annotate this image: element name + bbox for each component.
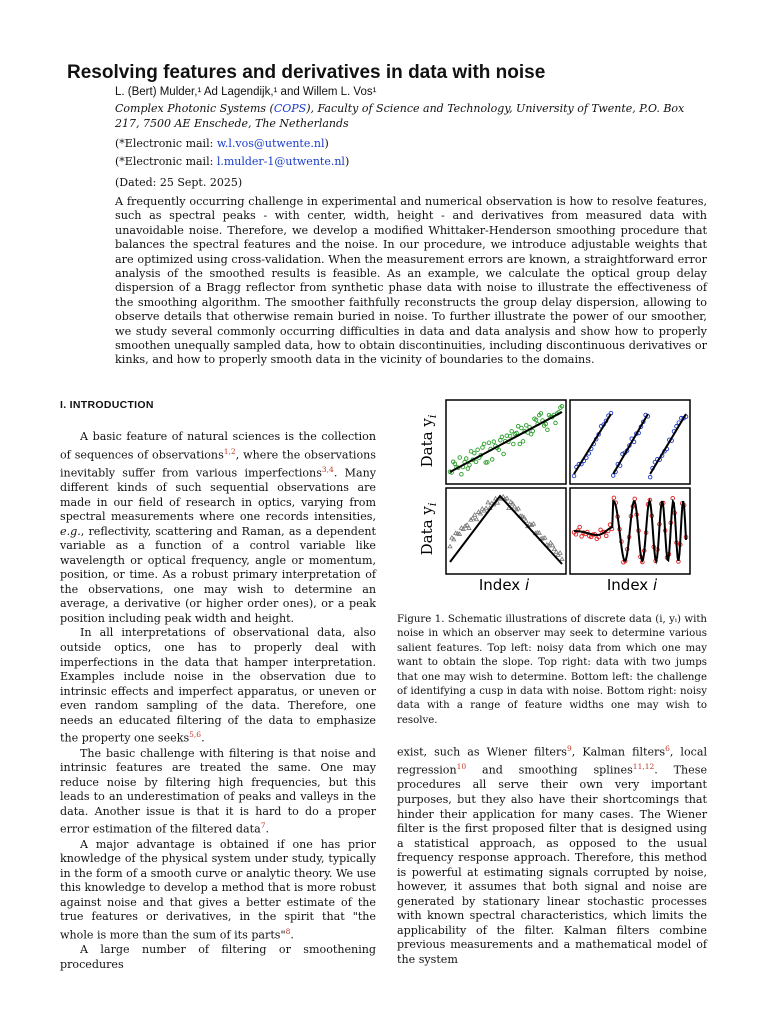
abstract: A frequently occurring challenge in experimental and numerical observation is how to resolve features, such as spectral peaks - with center, width, height - and derivatives from measured data with unavoidable noise. Therefore, we develop a modified Whittaker-Henderson smoothing procedure that balances the spectral features and the noise. In our procedure, we introduce adjustable weights that are optimized using cross-validation. When the measurement errors are known, a straightforward error analysis of the smoothed results is feasible. As an example, we calculate the optical group delay dispersion of a Bragg reflector from synthetic phase data with noise to illustrate the effectiveness of the smoothing algorithm. The smoother faithfully reconstructs the group delay dispersion, allowing to observe details that otherwise remain buried in noise. To further illustrate the power of our smoother, we study several commonly occurring difficulties in data and data analysis and show how to properly smoothen unequally sampled data, how to obtain discontinuities, including discontinuous derivatives or kinks, and how to properly smooth data in the vicinity of boundaries to the domains. bbox=[115, 195, 707, 367]
data-point bbox=[468, 463, 472, 467]
paragraph-1: A basic feature of natural sciences is the collection of sequences of observations$^{1,2}$, where the observations inevitably suffer from various imperfections$^{3,4}$. Many different kinds of such sequential observations are made in our field of research in optics, varying from spectral measurements where one records intensities, e.g., reflectivity, scattering and Raman, as a dependent variable as a function of a control variable like wavelength or optical frequency, angle or momentum, position, or time. As a robust primary interpretation of the observations, one may wish to determine an average, a derivative (or higher order ones), or a peak position including peak width and height. bbox=[60, 430, 376, 625]
data-point bbox=[458, 456, 462, 460]
fit-line bbox=[450, 412, 562, 472]
data-point bbox=[572, 474, 576, 478]
data-point bbox=[486, 500, 490, 504]
data-point bbox=[492, 440, 496, 444]
data-point bbox=[482, 442, 486, 446]
left-column-text bbox=[60, 430, 376, 972]
data-point bbox=[490, 458, 494, 462]
data-point bbox=[448, 544, 452, 548]
data-point bbox=[611, 474, 615, 478]
email-link-mulder[interactable]: l.mulder-1@utwente.nl bbox=[216, 155, 345, 168]
data-point bbox=[520, 426, 524, 430]
citation-ref[interactable]: 9 bbox=[566, 744, 572, 753]
email-link-vos[interactable]: w.l.vos@utwente.nl bbox=[216, 137, 325, 150]
data-point bbox=[580, 535, 584, 539]
data-point bbox=[502, 452, 506, 456]
x-axis-label-right: Index i bbox=[606, 576, 658, 594]
paragraph-2: In all interpretations of observational data, also outside optics, one has to properly deal with imperfections in the data that hamper interpretation. Examples include noise in the observation due to intrinsic effects and imperfect apparatus, or uneven or even random sampling of the data. Therefore, one needs an educated filtering of the data to emphasize the property one seeks$^{5,6}$. bbox=[60, 626, 376, 745]
fit-line bbox=[574, 501, 686, 561]
data-point bbox=[466, 467, 470, 471]
data-point bbox=[546, 428, 550, 432]
data-point bbox=[554, 421, 558, 425]
data-point bbox=[487, 441, 491, 445]
citation-ref[interactable]: 7 bbox=[260, 821, 266, 831]
citation-ref[interactable]: 8 bbox=[285, 926, 291, 936]
data-point bbox=[475, 517, 479, 521]
data-point bbox=[476, 448, 480, 452]
data-point bbox=[473, 513, 477, 517]
data-point bbox=[505, 496, 509, 500]
data-point bbox=[648, 475, 652, 479]
data-point bbox=[521, 440, 525, 444]
fit-line bbox=[650, 414, 686, 474]
section-heading-introduction: I. INTRODUCTION bbox=[60, 399, 154, 411]
data-point bbox=[500, 435, 504, 439]
y-axis-label-bottom: Data $y_i$ bbox=[418, 502, 439, 556]
data-point bbox=[560, 557, 564, 561]
data-point bbox=[518, 442, 522, 446]
data-point bbox=[612, 496, 616, 500]
paragraph-3: The basic challenge with filtering is that noise and intrinsic features are treated the same. One may reduce noise by filtering high frequencies, but this leads to an underestimation of peaks and valleys in the data. Another issue is that it is hard to do a proper error estimation of the filtered data$^7$. bbox=[60, 746, 376, 836]
data-point bbox=[471, 516, 475, 520]
data-point bbox=[578, 525, 582, 529]
date-line: (Dated: 25 Sept. 2025) bbox=[115, 176, 243, 189]
cops-link[interactable]: COPS bbox=[273, 102, 307, 115]
data-point bbox=[510, 430, 514, 434]
affiliation: Complex Photonic Systems (COPS), Faculty of Science and Technology, University of Twente, P.O. Box 217, 7500 AE Enschede, The Netherlands bbox=[115, 102, 685, 130]
citation-ref[interactable]: 1,2 bbox=[223, 446, 236, 456]
data-point bbox=[484, 506, 488, 510]
fit-line bbox=[574, 414, 611, 474]
paragraph-6: exist, such as Wiener filters$^9$, Kalman filters$^6$, local regression$^{10}$ and smoothing splines$^{11,12}$. These procedures all serve their own very important purposes, but they also have their shortcomings that hinder their application for many cases. The Wiener filter is the first proposed filter that is designed using a statistical approach, as opposed to the usual frequency response approach. Therefore, this method is powerful at estimating signals corrupted by noise, however, it assumes that both signal and noise are generated by stationary linear stochastic processes with known spectral characteristics, which limits the applicability of the filter. Kalman filters combine previous measurements and a mathematical model of the system bbox=[397, 744, 708, 967]
paper-title: Resolving features and derivatives in data with noise bbox=[67, 62, 546, 83]
citation-ref[interactable]: 6 bbox=[665, 744, 670, 753]
citation-ref[interactable]: 11,12 bbox=[632, 762, 655, 772]
data-point bbox=[474, 460, 478, 464]
data-point bbox=[465, 523, 469, 527]
fit-line bbox=[450, 496, 562, 564]
data-point bbox=[558, 551, 562, 555]
email-line-2: (*Electronic mail: l.mulder-1@utwente.nl) bbox=[115, 155, 350, 168]
data-point bbox=[460, 472, 464, 476]
citation-ref[interactable]: 5,6 bbox=[189, 730, 202, 740]
data-point bbox=[481, 446, 485, 450]
y-axis-label-top: Data $y_i$ bbox=[418, 414, 439, 468]
citation-ref[interactable]: 10 bbox=[456, 762, 467, 772]
data-point bbox=[464, 457, 468, 461]
fit-line bbox=[613, 414, 648, 474]
data-point bbox=[516, 507, 520, 511]
figure-1 bbox=[410, 396, 710, 601]
data-point bbox=[633, 497, 637, 501]
data-point bbox=[531, 429, 535, 433]
data-point bbox=[532, 522, 536, 526]
x-axis-label-left: Index i bbox=[478, 576, 530, 594]
figure-1-caption: Figure 1. Schematic illustrations of discrete data (i, yᵢ) with noise in which an observer may seek to determine various salient features. Top left: noisy data from which one may want to obtain the slope. Top right: data with two jumps that one may wish to determine. Bottom left: the challenge of identifying a cusp in data with noise. Bottom right: noisy data with a range of feature widths one may wish to resolve. bbox=[397, 614, 707, 726]
right-column-text bbox=[397, 742, 707, 968]
email-line-1: (*Electronic mail: w.l.vos@utwente.nl) bbox=[115, 137, 329, 150]
data-point bbox=[512, 442, 516, 446]
data-point bbox=[473, 451, 477, 455]
paragraph-5: A large number of filtering or smoothening procedures bbox=[60, 943, 376, 971]
data-point bbox=[604, 534, 608, 538]
author-list: L. (Bert) Mulder,¹ Ad Lagendijk,¹ and Willem L. Vos¹ bbox=[115, 86, 377, 98]
citation-ref[interactable]: 3,4 bbox=[321, 464, 334, 474]
paragraph-4: A major advantage is obtained if one has prior knowledge of the physical system under study, typically in the form of a smooth curve or analytic theory. We use this knowledge to develop a method that is more robust against noise and that gives a better estimate of the true features or derivatives, in the spirit that "the whole is more than the sum of its parts"$^8$. bbox=[60, 837, 376, 942]
